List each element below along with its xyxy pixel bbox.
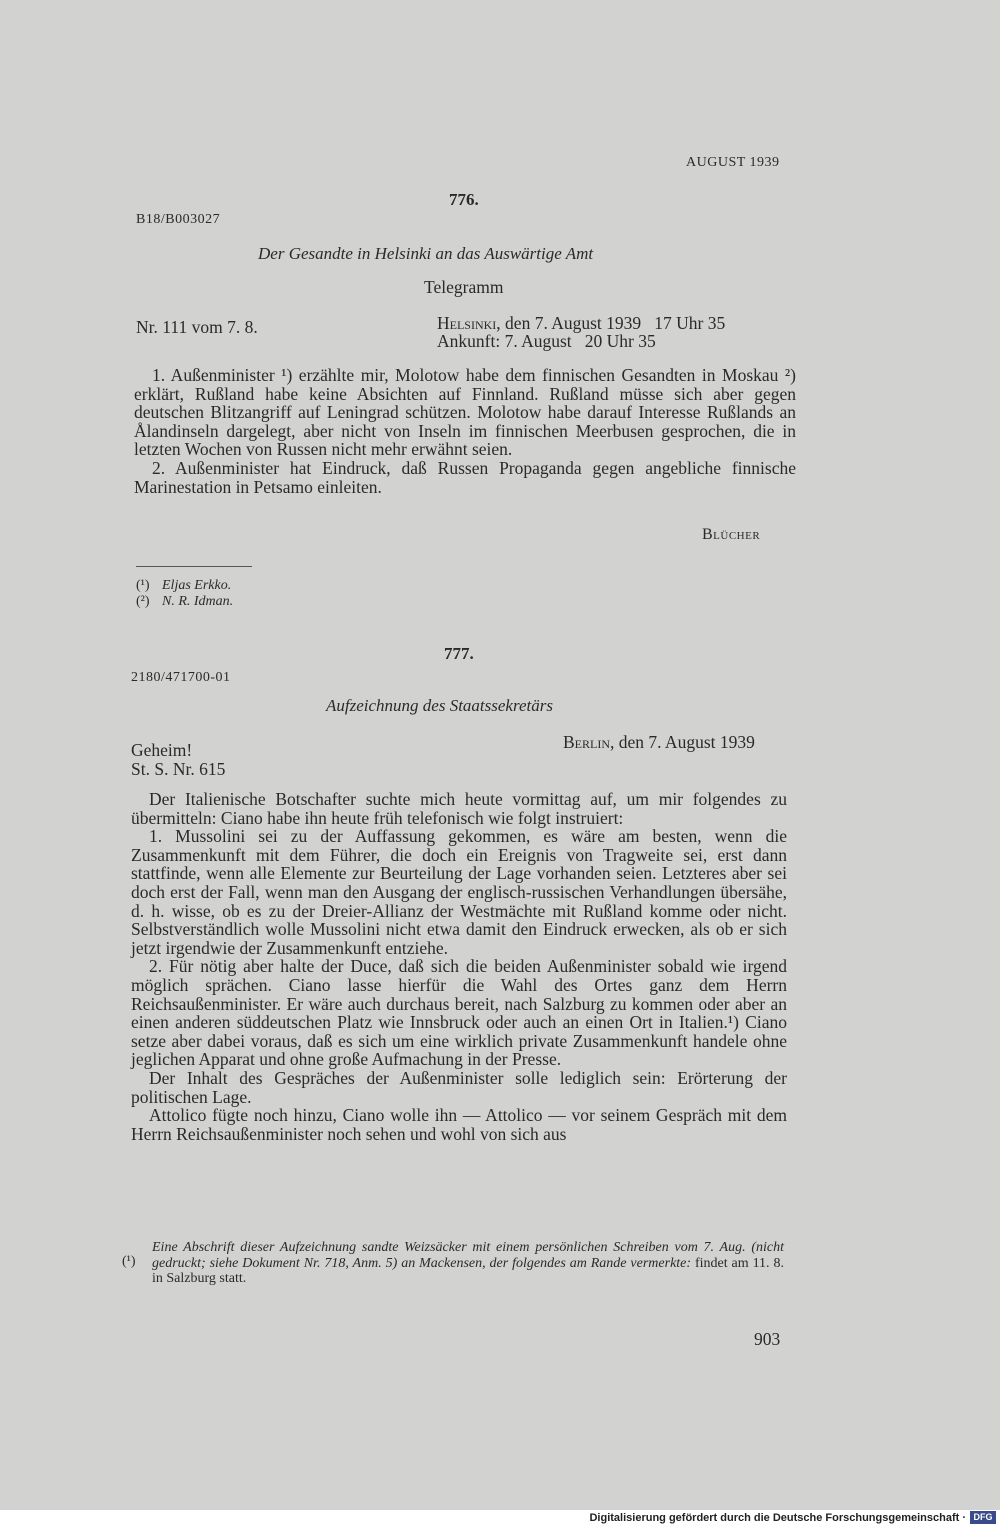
doc-777-para-4: Attolico fügte noch hinzu, Ciano wolle ihn — Attolico — vor seinem Gespräch mit dem Herrn Reichsaußenminister noch sehen und wohl von sich aus [131, 1105, 787, 1144]
page-number: 903 [754, 1329, 781, 1349]
doc-776-para-1: 1. Außenminister ¹) erzählte mir, Molotow habe dem finnischen Gesandten in Moskau ²) erklärt, Rußland habe keine Absichten auf Finnland. Rußland müsse sich aber gegen deutschen Blitzangriff auf Leningrad schützen. Molotow habe darauf Interesse Rußlands an Ålandinseln dargelegt, aber nicht von Inseln im finnischen Meerbusen gesprochen, die in letzten Wochen von Russen nicht mehr erwähnt seien. [134, 365, 796, 460]
doc-776-nr: Nr. 111 vom 7. 8. [136, 317, 258, 337]
doc-777-date: , den 7. August 1939 [610, 732, 755, 752]
doc-776-footnote-2: (²) N. R. Idman. [136, 594, 234, 609]
doc-777-title: Aufzeichnung des Staatssekretärs [326, 696, 553, 715]
doc-776-number: 776. [449, 190, 479, 209]
doc-777-para-1: 1. Mussolini sei zu der Auffassung gekommen, es wäre am besten, wenn die Zusammenkunft mit dem Führer, die doch ein Ereignis von Tragweite sei, erst dann stattfinde, wenn alle Elemente zur Beurteilung der Lage vorhanden seien. Letzteres aber sei doch erst der Fall, wenn man den Ausgang der englisch-russischen Verhandlungen übersähe, d. h. wisse, ob es zu der Dreier-Allianz der Westmächte mit Rußland komme oder nicht. Selbstverständlich wolle Mussolini nicht etwa damit den Eindruck erwecken, als ob er sich jetzt irgendwie der Zusammenkunft entziehe. [131, 826, 787, 958]
doc-777-number: 777. [444, 644, 474, 663]
doc-776-para-2: 2. Außenminister hat Eindruck, daß Russen Propaganda gegen angebliche finnische Marinestation in Petsamo einleiten. [134, 457, 796, 497]
doc-776-text [134, 366, 796, 496]
doc-777-para-intro: Der Italienische Botschafter suchte mich heute vormittag auf, um mir folgendes zu übermitteln: Ciano habe ihn heute früh telefonisch wie folgt instruiert: [131, 789, 787, 828]
doc-776-title: Der Gesandte in Helsinki an das Auswärtige Amt [258, 244, 594, 263]
doc-777-place: Berlin [563, 732, 610, 752]
doc-776-signature: Blücher [702, 526, 761, 543]
doc-777-text [131, 790, 787, 1143]
doc-777-classification: Geheim! [131, 740, 193, 760]
running-head: AUGUST 1939 [686, 155, 780, 170]
doc-776-arrival: Ankunft: 7. August 20 Uhr 35 [437, 331, 656, 351]
doc-776-file-ref: B18/B003027 [136, 212, 221, 227]
doc-776-date: , den 7. August 1939 17 Uhr 35 [496, 313, 726, 333]
doc-777-footnote-plain: findet am 11. 8. in Salzburg statt. [152, 1255, 784, 1286]
doc-777-st-nr: St. S. Nr. 615 [131, 759, 226, 779]
doc-777-para-3: Der Inhalt des Gespräches der Außenminister solle lediglich sein: Erörterung der politischen Lage. [131, 1067, 787, 1107]
doc-776-place: Helsinki [437, 313, 497, 333]
doc-776-footnote-1: (¹) Eljas Erkko. [136, 578, 232, 593]
digitization-credit: Digitalisierung gefördert durch die Deutsche Forschungsgemeinschaft · [589, 1512, 966, 1524]
doc-776-type: Telegramm [424, 277, 504, 297]
doc-777-footnote-italic: Eine Abschrift dieser Aufzeichnung sandte Weizsäcker mit einem persönlichen Schreiben vom 7. Aug. (nicht gedruckt; siehe Dokument Nr. 718, Anm. 5) an Mackensen, der folgendes am Rande vermerkte: [152, 1240, 784, 1271]
doc-777-para-2: 2. Für nötig aber halte der Duce, daß sich die beiden Außenminister sobald wie irgend möglich sprächen. Ciano lasse hierfür die Wahl des Ortes ganz dem Herrn Reichsaußenminister. Er wäre auch durchaus bereit, nach Salzburg zu kommen oder aber an einen anderen süddeutschen Platz wie Innsbruck oder auch an einen Ort in Italien.¹) Ciano setze aber dabei voraus, daß es sich um eine wirklich private Zusammenkunft handele ohne jeglichen Apparat und ohne große Aufmachung in der Presse. [131, 956, 787, 1070]
doc-777-file-ref: 2180/471700-01 [131, 670, 231, 685]
doc-776-dateline [437, 314, 725, 333]
doc-777-footnote [152, 1240, 784, 1287]
dfg-logo: DFG [970, 1511, 996, 1524]
doc-777-footnote-mark: (¹) [122, 1254, 136, 1269]
footnote-divider [136, 566, 252, 567]
doc-777-dateline [563, 733, 755, 752]
